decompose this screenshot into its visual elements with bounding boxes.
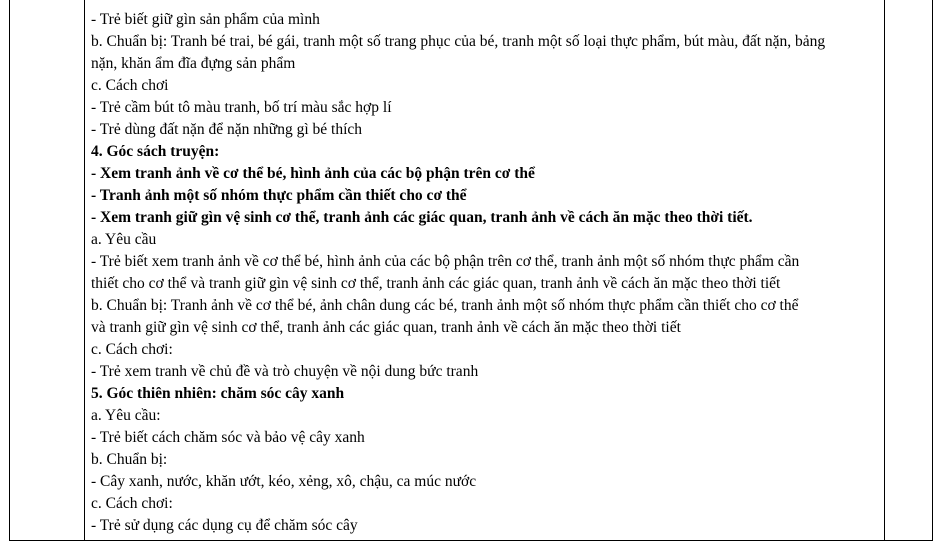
section-heading: 4. Góc sách truyện: [91,143,220,160]
text-line: và tranh giữ gìn vệ sinh cơ thể, tranh ảnh các giác quan, tranh ảnh về cách ăn mặc theo thời tiết [91,319,681,336]
section-heading: 5. Góc thiên nhiên: chăm sóc cây xanh [91,385,345,402]
text-line: nặn, khăn ẩm đĩa đựng sản phẩm [91,55,296,72]
text-line: thiết cho cơ thể và tranh giữ gìn vệ sinh cơ thể, tranh ảnh các giác quan, tranh ảnh về cách ăn mặc theo thời tiết [91,275,781,292]
text-line: - Cây xanh, nước, khăn ướt, kéo, xẻng, xô, chậu, ca múc nước [91,473,477,490]
text-line: c. Cách chơi [91,77,169,94]
text-line: a. Yêu cầu [91,231,157,248]
text-line: a. Yêu cầu: [91,407,161,424]
text-line: b. Chuẩn bị: Tranh bé trai, bé gái, tranh một số trang phục của bé, tranh một số loại thực phẩm, bút màu, đất nặn, bảng [91,33,826,50]
text-line: b. Chuẩn bị: Tranh ảnh về cơ thể bé, ảnh chân dung các bé, tranh ảnh một số nhóm thực phẩm cần thiết cho cơ thể [91,297,799,314]
document-table [9,0,933,541]
bold-item: - Xem tranh ảnh về cơ thể bé, hình ảnh của các bộ phận trên cơ thể [91,165,535,182]
bold-item: - Xem tranh giữ gìn vệ sinh cơ thể, tranh ảnh các giác quan, tranh ảnh về cách ăn mặc theo thời tiết. [91,209,753,226]
text-line: c. Cách chơi: [91,341,173,358]
text-line: - Trẻ dùng đất nặn để nặn những gì bé thích [91,121,363,138]
text-line: - Trẻ biết xem tranh ảnh về cơ thể bé, hình ảnh của các bộ phận trên cơ thể, tranh ảnh một số nhóm thực phẩm cần [91,253,800,270]
table-column-divider-left [84,0,85,540]
bold-item: - Tranh ảnh một số nhóm thực phẩm cần thiết cho cơ thể [91,187,467,204]
table-column-divider-right [884,0,885,540]
text-line: b. Chuẩn bị: [91,451,168,468]
text-line: - Trẻ biết giữ gìn sản phẩm của mình [91,11,320,28]
text-line: - Trẻ cầm bút tô màu tranh, bố trí màu sắc hợp lí [91,99,392,116]
text-line: - Trẻ biết cách chăm sóc và bảo vệ cây xanh [91,429,365,446]
content-cell [91,9,884,537]
text-line: c. Cách chơi: [91,495,173,512]
text-line: - Trẻ xem tranh về chủ đề và trò chuyện về nội dung bức tranh [91,363,479,380]
text-line: - Trẻ sử dụng các dụng cụ để chăm sóc cây [91,517,358,534]
